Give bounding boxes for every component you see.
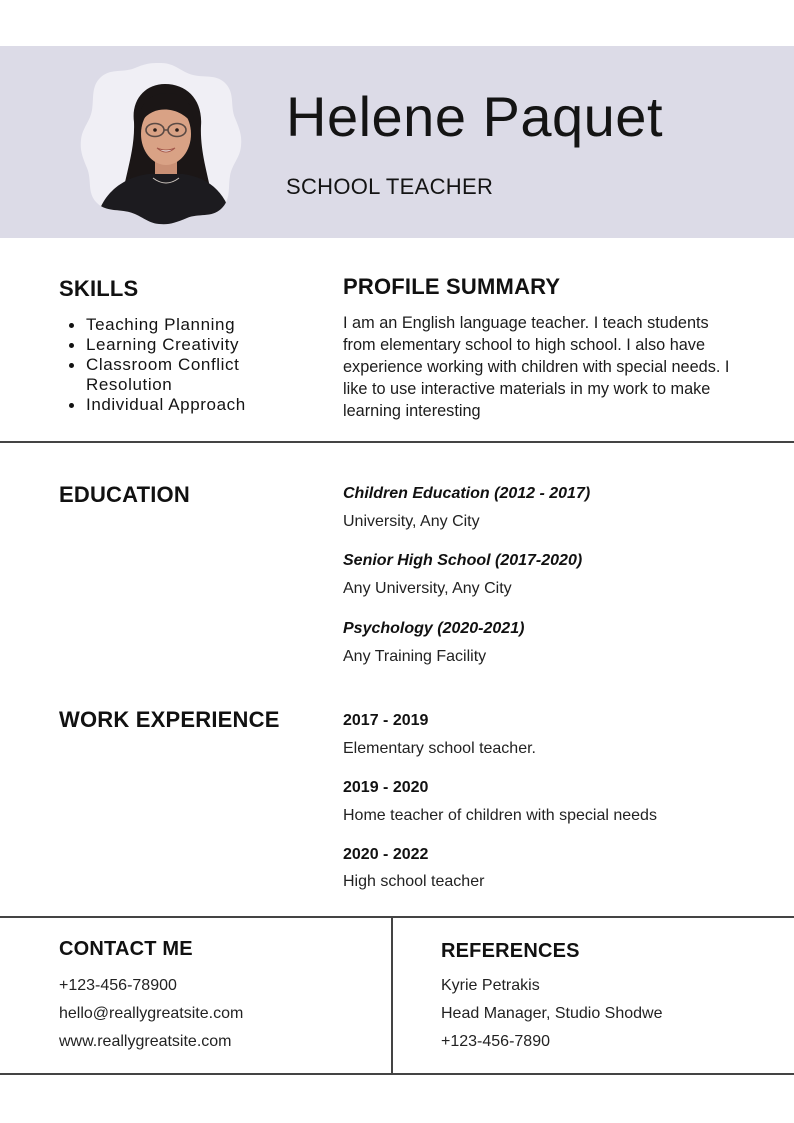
reference-name: Kyrie Petrakis: [441, 977, 540, 994]
work-description: High school teacher: [343, 873, 485, 890]
column-divider: [391, 917, 393, 1074]
work-description: Elementary school teacher.: [343, 740, 536, 757]
skill-item: Individual Approach: [86, 395, 326, 415]
reference-title: Head Manager, Studio Shodwe: [441, 1005, 663, 1022]
education-place: Any University, Any City: [343, 580, 512, 597]
profile-summary-heading: PROFILE SUMMARY: [343, 274, 561, 299]
skill-item: Learning Creativity: [86, 335, 326, 355]
contact-heading: CONTACT ME: [59, 938, 193, 960]
education-title: Psychology (2020-2021): [343, 620, 525, 637]
profile-photo-graphic: [79, 60, 243, 226]
contact-email[interactable]: hello@reallygreatsite.com: [59, 1005, 244, 1022]
profile-photo: [79, 60, 243, 226]
work-period: 2017 - 2019: [343, 712, 429, 729]
skills-heading: SKILLS: [59, 276, 139, 301]
profile-summary-text: I am an English language teacher. I teach students from elementary school to high school. I also have experience working with children with special needs. I like to use interactive materials in my work to make learning interesting: [343, 314, 730, 420]
contact-website[interactable]: www.reallygreatsite.com: [59, 1033, 232, 1050]
education-title: Children Education (2012 - 2017): [343, 485, 591, 502]
skill-item: Teaching Planning: [86, 315, 326, 335]
divider: [0, 916, 794, 918]
education-heading: EDUCATION: [59, 482, 190, 507]
education-place: Any Training Facility: [343, 648, 487, 665]
contact-phone[interactable]: +123-456-78900: [59, 977, 177, 994]
references-heading: REFERENCES: [441, 940, 580, 962]
work-description: Home teacher of children with special needs: [343, 807, 657, 824]
candidate-role: SCHOOL TEACHER: [286, 174, 494, 199]
work-period: 2020 - 2022: [343, 846, 429, 863]
divider: [0, 1073, 794, 1075]
work-period: 2019 - 2020: [343, 779, 429, 796]
education-place: University, Any City: [343, 513, 480, 530]
skills-list: [86, 315, 326, 415]
skill-item: Classroom Conflict Resolution: [86, 355, 326, 395]
reference-phone[interactable]: +123-456-7890: [441, 1033, 550, 1050]
work-experience-heading: WORK EXPERIENCE: [59, 707, 280, 732]
education-title: Senior High School (2017-2020): [343, 552, 583, 569]
divider: [0, 441, 794, 443]
candidate-name: Helene Paquet: [286, 85, 664, 148]
